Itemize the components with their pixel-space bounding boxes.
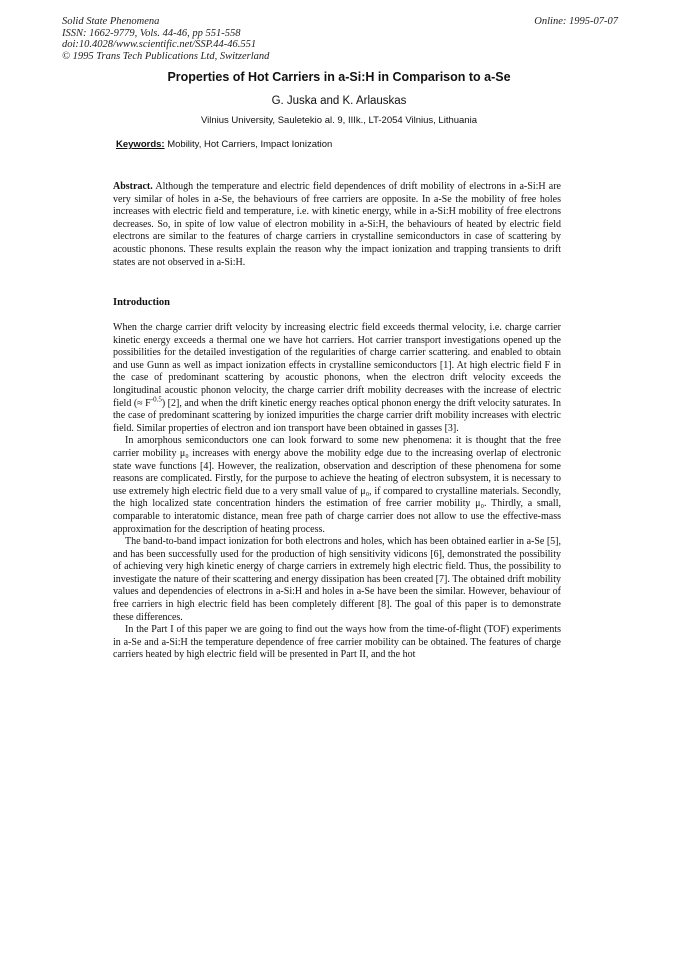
intro-paragraph-3: The band-to-band impact ionization for both electrons and holes, which has been obtained earlier in a-Se [5], and has been successfully used for the production of high sensitivity vidicons [6], demonstrated the possibility of achieving very high kinetic energy of charge carriers in extremely high electric field. Thus, the possibility to investigate the nature of their scattering and energy dissipation has been created [7]. The obtained drift mobility values and dependencies of electrons in a-Si:H and holes in a-Se have been the similar. However, behaviour of free carriers in high electric field has been completely different [8]. The goal of this paper is to demonstrate these differences. <box>113 536 561 623</box>
abstract-text: Although the temperature and electric field dependences of drift mobility of electrons in a-Si:H are very similar of holes in a-Se, the behaviours of free carriers are opposite. In a-Se the mobility of free holes increases with electric field and temperature, i.e. with kinetic energy, while in a-Si:H mobility of free electrons decreases. So, in spite of low value of electron mobility in a-Si:H, the behaviours of heated by electric field electrons are similar to the features of charge carriers in crystalline semiconductors in case of scattering by acoustic phonons. These results explain the reason why the impact ionization and trapping transients to drift states are not observed in a-Si:H. <box>113 181 561 268</box>
intro-exponent: -0.5 <box>150 395 162 404</box>
copyright-line: © 1995 Trans Tech Publications Ltd, Switzerland <box>62 50 270 62</box>
abstract <box>113 181 561 269</box>
section-heading-introduction: Introduction <box>113 297 170 308</box>
intro-paragraph-1-part-a: When the charge carrier drift velocity by increasing electric field exceeds thermal velocity, i.e. charge carrier kinetic energy exceeds a thermal one we have hot carriers. Hot carrier transport investigations opened up the possibilities for the detailed investigation of the regularities of charge carrier scattering. and enabled to obtain and use Gunn as well as impact ionization effects in crystalline semiconductors [1]. At high electric field F in the case of predominant scattering by acoustic phonons, when the electron drift velocity exceeds the longitudinal acoustic phonon velocity, the charge carrier drift mobility decreases with the increase of electric field (≈ F <box>113 322 561 409</box>
keywords-label: Keywords: <box>116 139 165 150</box>
paper-authors: G. Juska and K. Arlauskas <box>271 95 407 107</box>
intro-paragraph-4: In the Part I of this paper we are going to find out the ways how from the time-of-flight (TOF) experiments in a-Se and a-Si:H the temperature dependence of free carrier mobility can be obtained. The features of charge carriers heated by high electric field will be presented in Part II, and the hot <box>113 624 561 661</box>
issn-line: ISSN: 1662-9779, Vols. 44-46, pp 551-558 <box>62 27 241 39</box>
intro-paragraph-1-part-b: ) [2], and when the drift kinetic energy reaches optical phonon energy the drift velocity saturates. In the case of predominant scattering by ionized impurities the charge carrier drift mobility increases with electric field. Similar properties of electron and ion transport have been obtained in gasses [3]. <box>113 397 561 434</box>
paper-title: Properties of Hot Carriers in a-Si:H in Comparison to a-Se <box>167 70 511 84</box>
intro-paragraph-2: In amorphous semiconductors one can look forward to some new phenomena: it is thought that the free carrier mobility μ₀ increases with energy above the mobility edge due to the increasing overlap of electronic state wave functions [4]. However, the realization, observation and description of these phenomena for some reasons are complicated. Firstly, for the purpose to achieve the heating of electron subsystem, it is necessary to use extremely high electric field due to a very small value of μ₀, if compared to crystalline materials. Secondly, the high localized state concentration hinders the estimation of free carrier mobility μ₀. Thirdly, a small, comparable to interatomic distance, mean free path of charge carrier does not allow to use the effective-mass approximation for the description of heating process. <box>113 435 561 535</box>
online-date: Online: 1995-07-07 <box>534 16 618 27</box>
introduction-body <box>113 322 561 662</box>
keywords-line <box>116 139 332 150</box>
intro-paragraph-1 <box>113 322 561 435</box>
keywords-text: Mobility, Hot Carriers, Impact Ionization <box>167 139 333 150</box>
doi-line[interactable]: doi:10.4028/www.scientific.net/SSP.44-46.551 <box>62 39 257 50</box>
journal-name: Solid State Phenomena <box>62 16 160 27</box>
journal-header <box>62 16 618 62</box>
abstract-label: Abstract. <box>113 181 153 192</box>
author-affiliation: Vilnius University, Sauletekio al. 9, IIIk., LT-2054 Vilnius, Lithuania <box>200 115 477 126</box>
